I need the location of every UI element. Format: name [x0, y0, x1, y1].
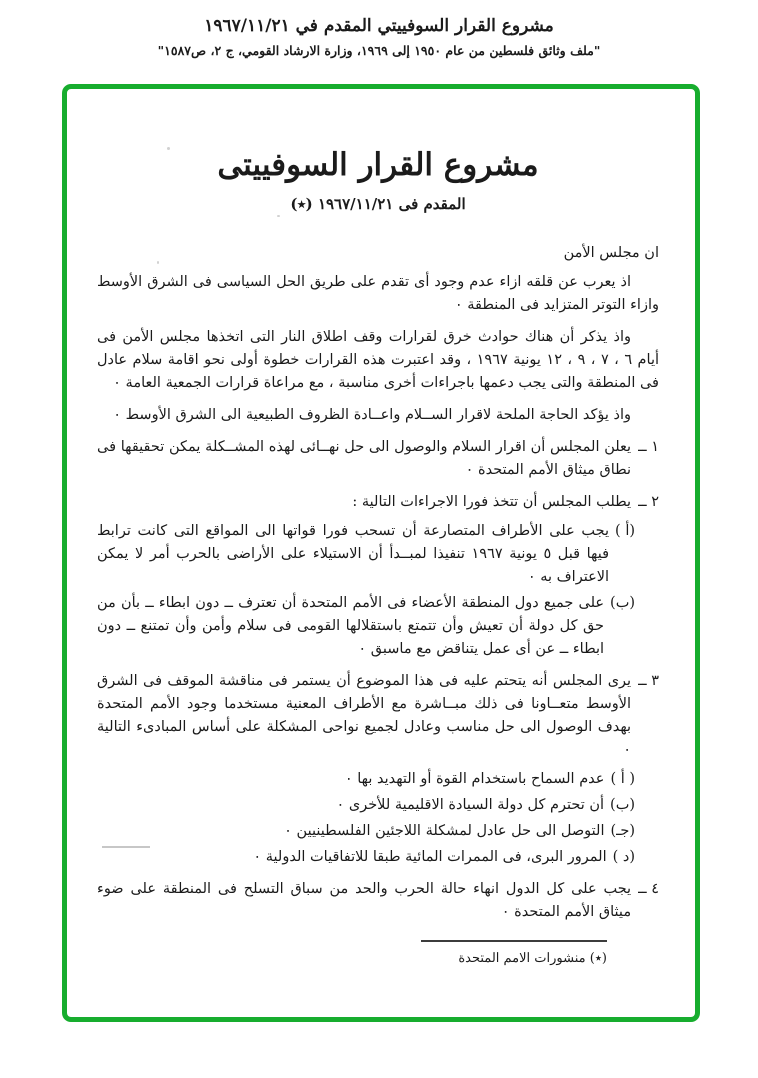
item-number: ٣ ــ: [638, 673, 659, 690]
subitem-text: عدم السماح باستخدام القوة أو التهديد بها ٠: [344, 771, 605, 788]
numbered-item-1: [97, 436, 659, 482]
numbered-item-3: [97, 670, 659, 762]
item-3-subitems: [97, 768, 659, 869]
subitem-label: (جـ): [610, 823, 635, 840]
subitem-text: أن تحترم كل دولة السيادة الاقليمية للأخرى ٠: [336, 797, 605, 814]
opening-clause: ان مجلس الأمن: [563, 245, 659, 262]
item-number: ١ ــ: [638, 439, 659, 456]
item-text: يرى المجلس أنه يتحتم عليه فى هذا الموضوع أن يستمر فى مناقشة الموقف فى الشرق الأوسط متعــاونا فى ذلك مبــاشرة مع الأطراف المعنية مستخدما وجود الأمم المتحدة بهدف الوصول الى حل مناسب وعادل لجميع نواحى المشكلة على أساس المبادىء التالية ٠: [97, 673, 632, 759]
subitem-j: [97, 820, 659, 843]
subitem-b: [97, 592, 659, 661]
subitem-text: على جميع دول المنطقة الأعضاء فى الأمم المتحدة أن تعترف ــ دون ابطاء ــ بأن من حق كل دولة أن تعيش وأن تتمتع باستقلالها القومى فى سلام وأمن وأن تمتنع ــ دون ابطاء ــ عن أى عمل يتناقض مع ماسبق ٠: [97, 595, 605, 658]
item-text: يطلب المجلس أن تتخذ فورا الاجراءات التالية :: [352, 494, 632, 511]
item-number: ٢ ــ: [638, 494, 659, 511]
numbered-item-2: [97, 491, 659, 514]
numbered-item-4: [97, 878, 659, 924]
subitem-b: [97, 794, 659, 817]
page-header: [0, 16, 758, 58]
subitem-text: التوصل الى حل عادل لمشكلة اللاجئين الفلسطينيين ٠: [284, 823, 605, 840]
subitem-label: (ب): [610, 595, 635, 612]
subitem-text: يجب على الأطراف المتصارعة أن تسحب فورا قواتها الى المواقع التى كانت ترابط فيها قبل ٥ يونية ١٩٦٧ تنفيذا لمبــدأ أن الاستيلاء على الأراضى بالحرب أمر لا يمكن الاعتراف به ٠: [97, 523, 610, 586]
preamble-paragraph: اذ يعرب عن قلقه ازاء عدم وجود أى تقدم على طريق الحل السياسى فى الشرق الأوسط وازاء التوتر المتزايد فى المنطقة ٠: [97, 274, 659, 314]
subitem-d: [97, 846, 659, 869]
subitem-a: [97, 520, 659, 589]
preamble-paragraph: واذ يذكر أن هناك حوادث خرق لقرارات وقف اطلاق النار التى اتخذها مجلس الأمن فى أيام ٦ ، ٧ ، ٩ ، ١٢ يونية ١٩٦٧ ، وقد اعتبرت هذه القرارات خطوة أولى نحو اقامة سلام عادل فى المنطقة والتى يجب دعمها باجراءات أخرى مناسبة ، مع مراعاة قرارات الجمعية العامة ٠: [97, 329, 660, 392]
item-2-subitems: [97, 520, 659, 661]
resolution-text: [97, 242, 659, 970]
preamble-paragraph: واذ يؤكد الحاجة الملحة لاقرار الســلام واعــادة الظروف الطبيعية الى الشرق الأوسط ٠: [113, 407, 631, 424]
document-body: [67, 89, 695, 1017]
header-title: مشروع القرار السوفييتي المقدم في ١٩٦٧/١١/٢١: [204, 16, 554, 36]
item-text: يعلن المجلس أن اقرار السلام والوصول الى حل نهــائى لهذه المشــكلة يمكن تحقيقها فى نطاق ميثاق الأمم المتحدة ٠: [97, 439, 632, 479]
subitem-text: المرور البرى، فى الممرات المائية طبقا للاتفاقيات الدولية ٠: [253, 849, 607, 866]
item-number: ٤ ــ: [638, 881, 659, 898]
item-text: يجب على كل الدول انهاء حالة الحرب والحد من سباق التسلح فى المنطقة على ضوء ميثاق الأمم المتحدة ٠: [97, 881, 632, 921]
subitem-label: (ب): [610, 797, 635, 814]
footnote: (٭) منشورات الامم المتحدة: [421, 940, 607, 970]
document-title: مشروع القرار السوفييتى: [217, 147, 539, 183]
subitem-label: (أ ): [615, 523, 635, 540]
header-source-citation: "ملف وثائق فلسطين من عام ١٩٥٠ إلى ١٩٦٩، وزارة الارشاد القومي، ج ٢، ص١٥٨٧": [157, 43, 601, 58]
subitem-label: ( أ ): [610, 771, 635, 788]
subitem-a: [97, 768, 659, 791]
document-frame: [62, 84, 700, 1022]
subitem-label: (د ): [612, 849, 635, 866]
document-subtitle: المقدم فى ١٩٦٧/١١/٢١ (٭): [290, 195, 466, 214]
